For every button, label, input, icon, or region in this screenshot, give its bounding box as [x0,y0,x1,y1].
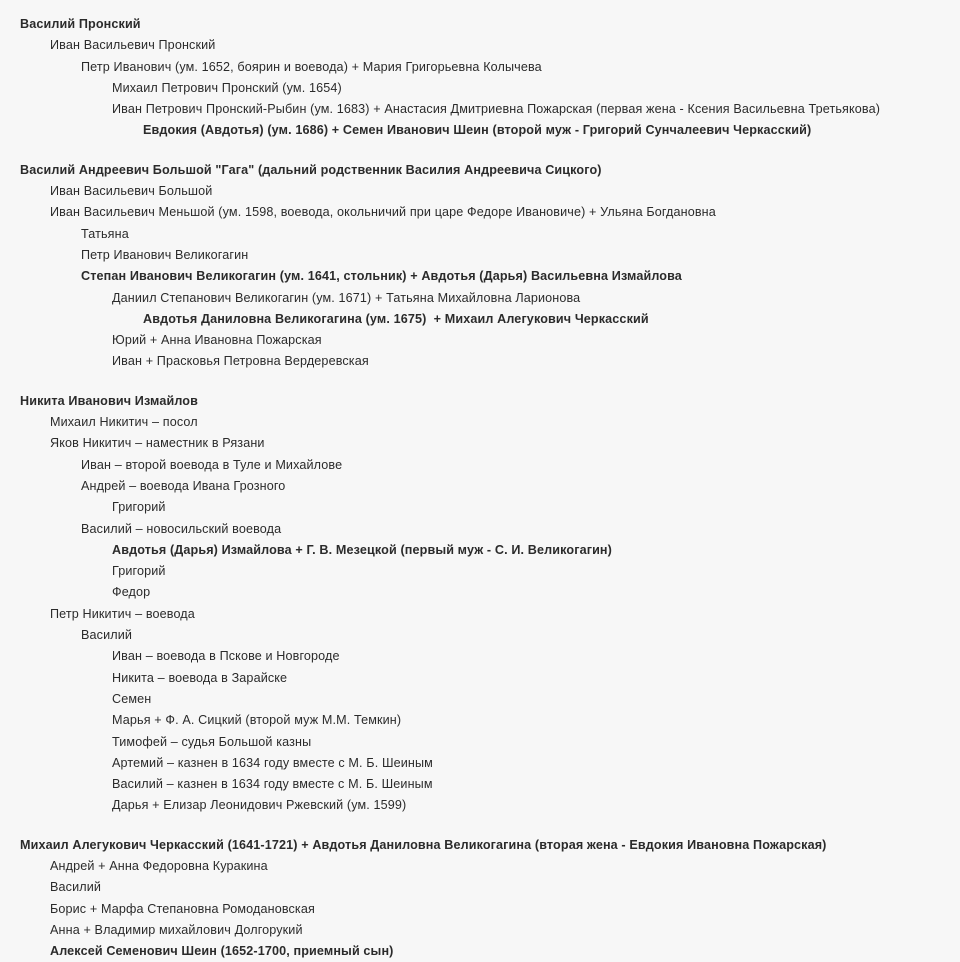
descendant-entry: Михаил Никитич – посол [50,415,198,430]
descendant-entry: Авдотья Даниловна Великогагина (ум. 1675) + Михаил Алегукович Черкасский [143,311,649,326]
descendant-entry: Юрий + Анна Ивановна Пожарская [112,333,322,348]
descendant-entry: Петр Иванович (ум. 1652, боярин и воевода) + Мария Григорьевна Колычева [81,59,542,74]
descendant-entry: Петр Никитич – воевода [50,606,195,621]
family-head-entry: Василий Андреевич Большой "Гага" (дальний родственник Василия Андреевича Сицкого) [20,162,602,177]
descendant-entry: Артемий – казнен в 1634 году вместе с М. Б. Шеиным [112,755,433,770]
descendant-entry: Иван – второй воевода в Туле и Михайлове [81,457,343,472]
descendant-entry: Иван Васильевич Меньшой (ум. 1598, воевода, окольничий при царе Федоре Ивановиче) + Ульяна Богдановна [50,205,716,220]
descendant-entry: Иван Васильевич Пронский [50,38,216,53]
family-head-entry: Василий Пронский [20,17,141,31]
descendant-entry: Иван Петрович Пронский-Рыбин (ум. 1683) + Анастасия Дмитриевна Пожарская (первая жена - Ксения Васильевна Третьякова) [112,102,881,117]
velikogagin-family [0,160,960,373]
descendant-entry: Василий [81,628,133,643]
descendant-entry: Михаил Петрович Пронский (ум. 1654) [112,80,342,95]
descendant-entry: Иван + Прасковья Петровна Вердеревская [112,354,369,369]
descendant-entry: Василий – новосильский воевода [81,521,282,536]
cherkassky-family [0,835,960,962]
family-head-entry: Михаил Алегукович Черкасский (1641-1721) + Авдотья Даниловна Великогагина (вторая жена - Евдокия Ивановна Пожарская) [20,837,827,852]
descendant-entry: Авдотья (Дарья) Измайлова + Г. В. Мезецкой (первый муж - С. И. Великогагин) [112,542,612,557]
descendant-entry: Никита – воевода в Зарайске [112,670,288,685]
descendant-entry: Василий – казнен в 1634 году вместе с М. Б. Шеиным [112,777,433,792]
family-head-entry: Никита Иванович Измайлов [20,393,198,408]
descendant-entry: Анна + Владимир михайлович Долгорукий [50,922,303,937]
descendant-entry: Даниил Степанович Великогагин (ум. 1671) + Татьяна Михайловна Ларионова [112,290,581,305]
descendant-entry: Андрей + Анна Федоровна Куракина [50,858,268,873]
descendant-entry: Дарья + Елизар Леонидович Ржевский (ум. 1599) [112,798,407,813]
descendant-entry: Марья + Ф. А. Сицкий (второй муж М.М. Темкин) [112,713,402,728]
descendant-entry: Андрей – воевода Ивана Грозного [81,478,286,493]
descendant-entry: Алексей Семенович Шеин (1652-1700, приемный сын) [50,944,394,959]
descendant-entry: Иван Васильевич Большой [50,184,213,199]
descendant-entry: Татьяна [81,226,129,241]
descendant-entry: Семен [112,691,152,706]
descendant-entry: Григорий [112,564,166,579]
descendant-entry: Иван – воевода в Пскове и Новгороде [112,649,340,664]
descendant-entry: Евдокия (Авдотья) (ум. 1686) + Семен Иванович Шеин (второй муж - Григорий Сунчалеевич Черкасский) [143,123,812,138]
descendant-entry: Борис + Марфа Степановна Ромодановская [50,901,315,916]
descendant-entry: Степан Иванович Великогагин (ум. 1641, стольник) + Авдотья (Дарья) Васильевна Измайлова [81,269,682,284]
pronsky-family [0,14,960,142]
descendant-entry: Василий [50,880,102,895]
descendant-entry: Петр Иванович Великогагин [81,247,249,262]
descendant-entry: Яков Никитич – наместник в Рязани [50,436,265,451]
descendant-entry: Тимофей – судья Большой казны [112,734,312,749]
descendant-entry: Федор [112,585,151,600]
descendant-entry: Григорий [112,500,166,515]
izmailov-family [0,391,960,817]
